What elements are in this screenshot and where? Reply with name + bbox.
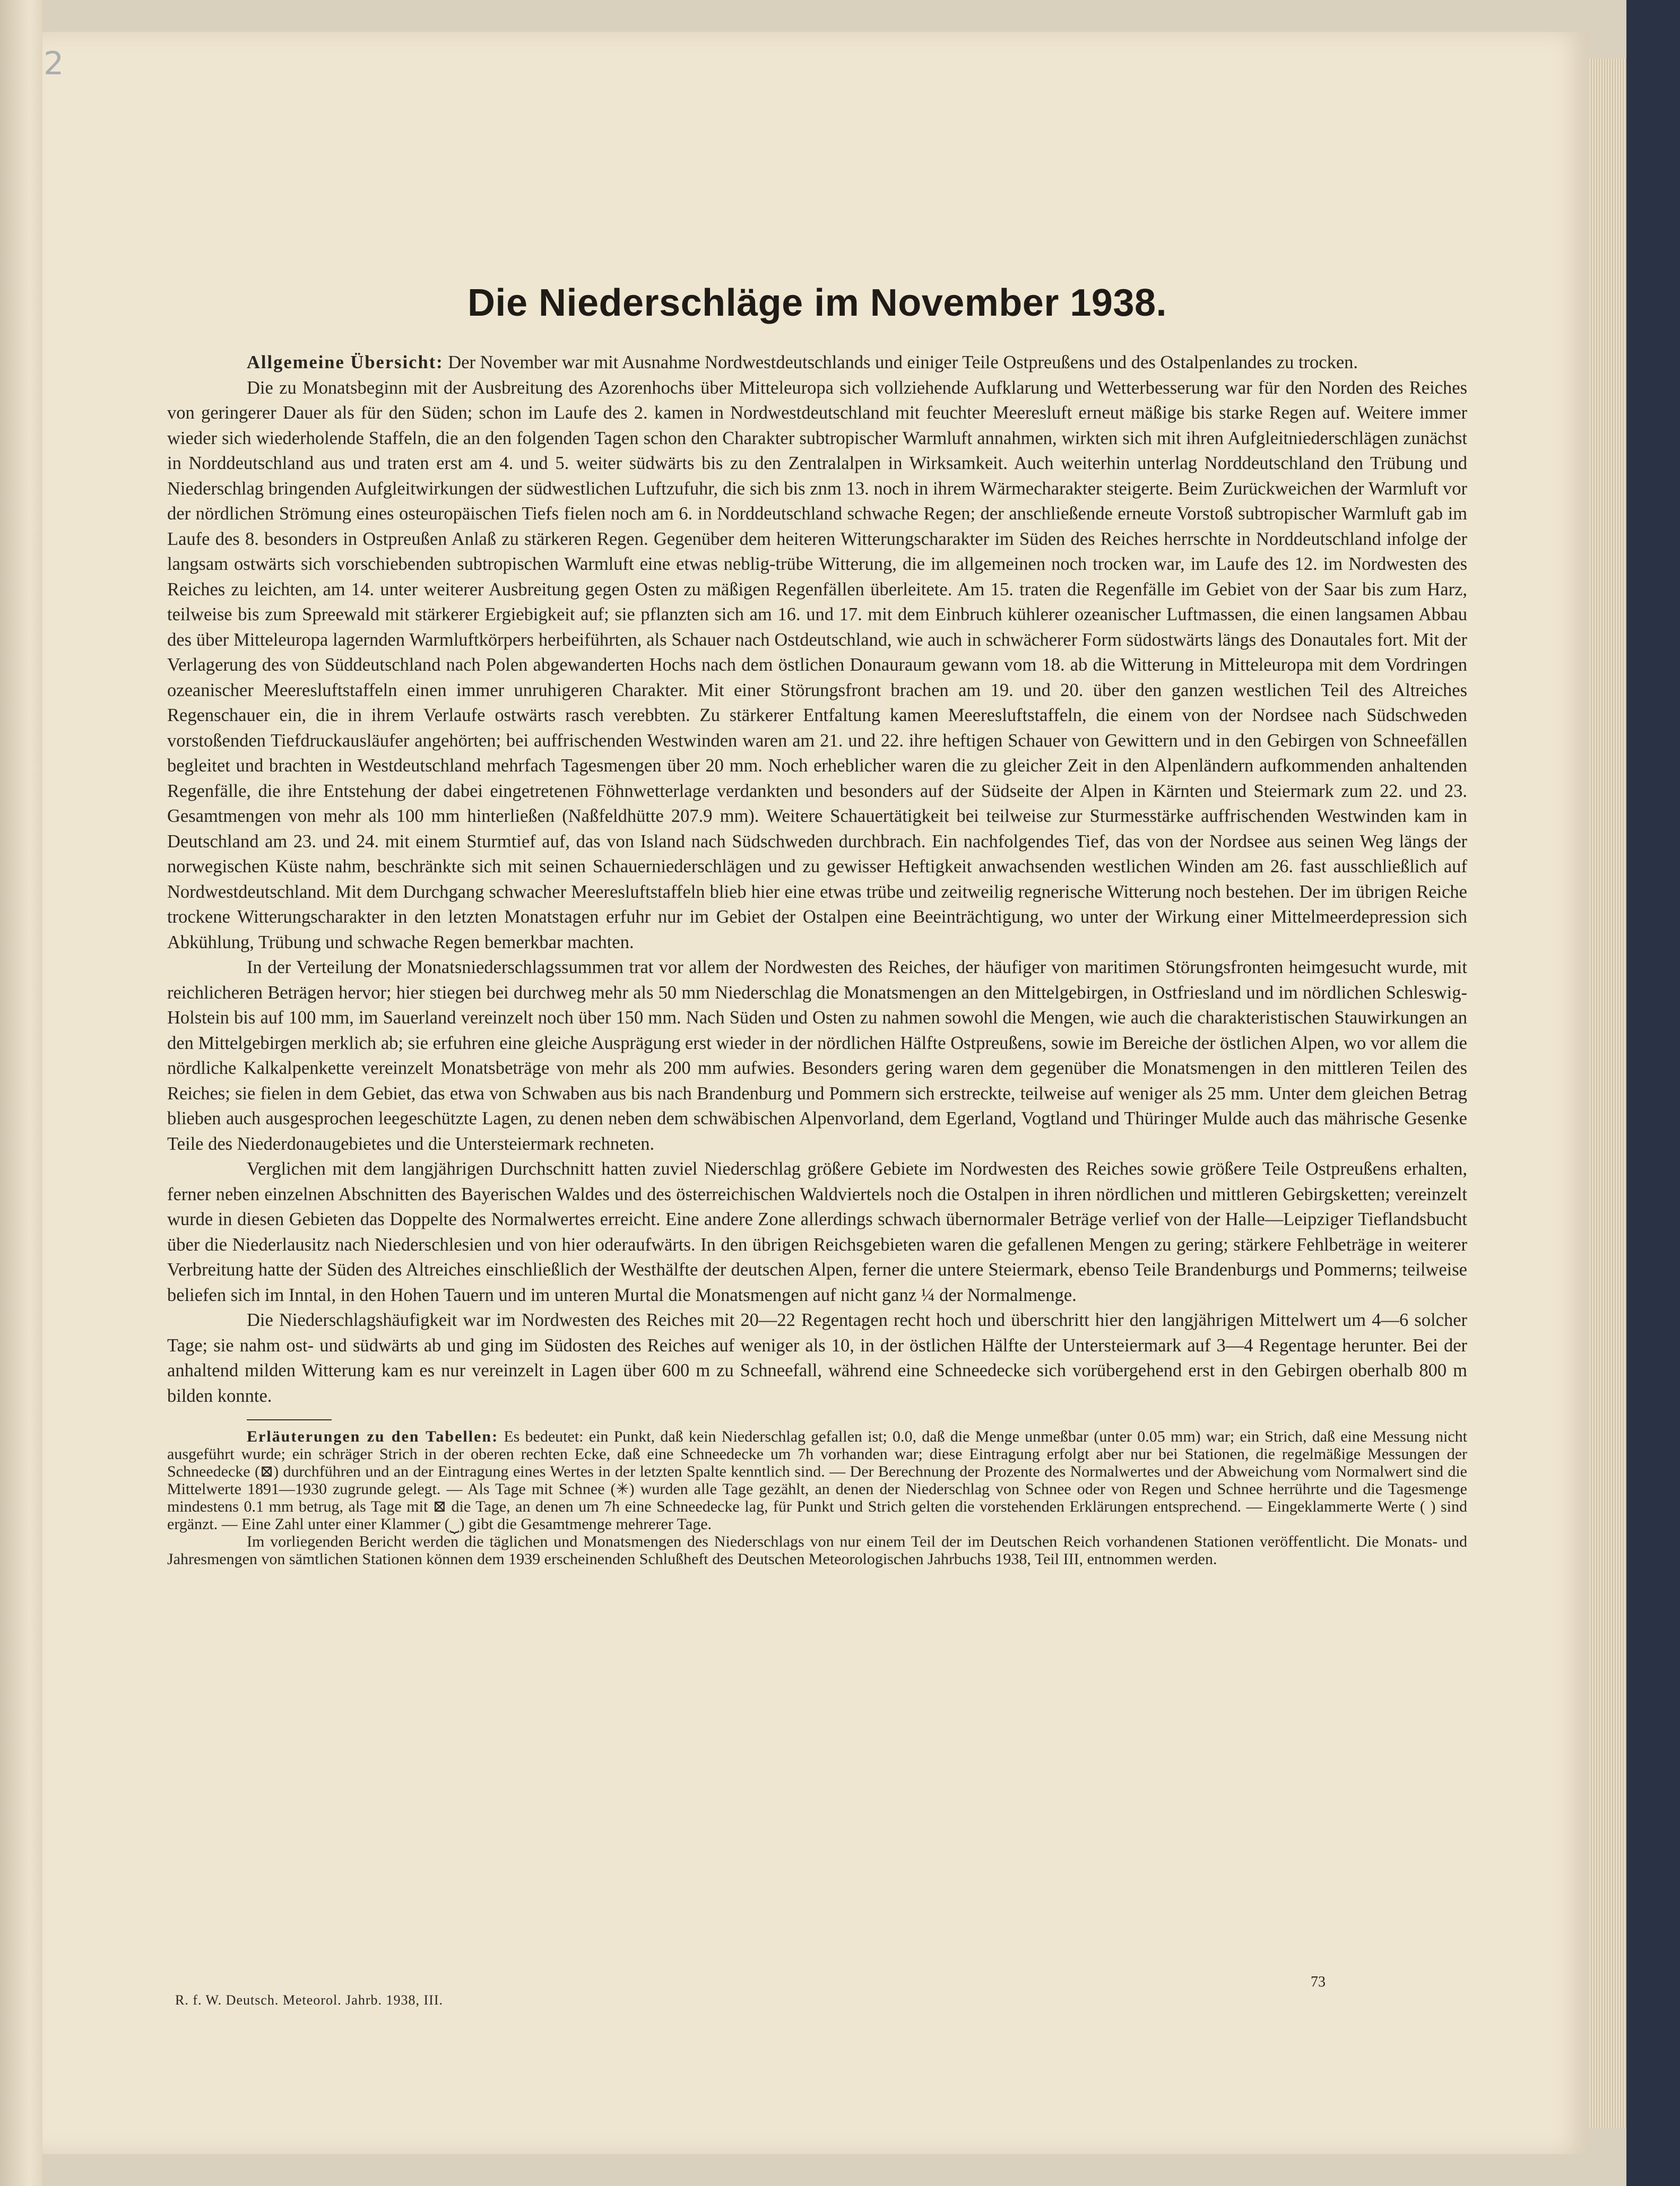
paragraph-text: Die Niederschlagshäufigkeit war im Nordwesten des Reiches mit 20—22 Regentagen recht hoch und überschritt hier den langjährigen Mittelwert um 4—6 solcher Tage; sie nahm ost- und südwärts ab und ging im Südosten des Reiches auf weniger als 10, in der östlichen Hälfte der Untersteiermark auf 3—4 Regentage herunter. Bei der anhaltend milden Witterung kam es nur vereinzelt in Lagen über 600 m zu Schneefall, während eine Schneedecke sich vorübergehend erst in den Gebirgen oberhalb 800 m bilden konnte. [167,1310,1467,1406]
divider [247,1419,332,1420]
note-text: Es bedeutet: ein Punkt, daß kein Niederschlag gefallen ist; 0.0, daß die Menge unmeßbar (unter 0.05 mm) war; ein Strich, daß eine Messung nicht ausgeführt wurde; ein schräger Strich in der oberen rechten Ecke, daß eine Schneedecke um 7h vorhanden war; diese Eintragung erfolgt aber nur bei Stationen, die regelmäßige Messungen der Schneedecke (⊠) durchführen und an der Eintragung eines Wertes in der letzten Spalte kenntlich sind. — Der Berechnung der Prozente des Normalwertes und der Abweichung vom Normalwert sind die Mittelwerte 1891—1930 zugrunde gelegt. — Als Tage mit Schnee (✳) wurden alle Tage gezählt, an denen der Niederschlag von Schnee oder von Regen und Schnee herrührte und die Tagesmenge mindestens 0.1 mm betrug, als Tage mit ⊠ die Tage, an denen um 7h eine Schneedecke lag, für Punkt und Strich gelten die vorstehenden Erklärungen entsprechend. — Eingeklammerte Werte ( ) sind ergänzt. — Eine Zahl unter einer Klammer (⏟) gibt die Gesamtmenge mehrerer Tage. [167,1428,1467,1533]
paragraph [167,1308,1467,1409]
note-paragraph [167,1533,1467,1568]
paragraph [167,955,1467,1157]
paragraph-text: In der Verteilung der Monatsniederschlagssummen trat vor allem der Nordwesten des Reiches, der häufiger von maritimen Störungsfronten heimgesucht wurde, mit reichlicheren Beträgen hervor; hier stiegen bei durchweg mehr als 50 mm Niederschlag die Monatsmengen an den Mittelgebirgen, in Ostfriesland und im nördlichen Schleswig-Holstein bis auf 100 mm, im Sauerland vereinzelt noch über 150 mm. Nach Süden und Osten zu nahmen sowohl die Mengen, wie auch die charakteristischen Stauwirkungen an den Mittelgebirgen merklich ab; sie erfuhren eine gleiche Ausprägung erst wieder in der nördlichen Hälfte Ostpreußens, sowie im Bereiche der östlichen Alpen, wo vor allem die nördliche Kalkalpenkette vereinzelt Monatsbeträge von mehr als 200 mm aufwies. Besonders gering waren dem gegenüber die Monatsmengen in den mittleren Teilen des Reiches; sie fielen in dem Gebiet, das etwa von Schwaben aus bis nach Brandenburg und Pommern sich erstreckte, teilweise auf weniger als 25 mm. Unter dem gleichen Betrag blieben auch ausgesprochen leegeschützte Lagen, zu denen neben dem schwäbischen Alpenvorland, dem Egerland, Vogtland und Thüringer Mulde auch das mährische Gesenke Teile des Niederdonaugebietes und die Untersteiermark rechneten. [167,957,1467,1154]
paragraph [167,1157,1467,1308]
book-gutter [0,0,42,2186]
paragraph-lead: Allgemeine Übersicht: [247,352,444,372]
page-edges [1589,58,1626,2128]
page-number: 73 [1311,1974,1326,1990]
paragraph-text: Verglichen mit dem langjährigen Durchschnitt hatten zuviel Niederschlag größere Gebiete im Nordwesten des Reiches sowie größere Teile Ostpreußens erhalten, ferner neben einzelnen Abschnitten des Bayerischen Waldes und des österreichischen Waldviertels noch die Ostalpen in ihren nördlichen und mittleren Gebirgsketten; vereinzelt wurde in diesen Gebieten das Doppelte des Normalwertes erreicht. Eine andere Zone allerdings schwach übernormaler Beträge verlief von der Halle—Leipziger Tieflandsbucht über die Niederlausitz nach Niederschlesien und von hier oderaufwärts. In den übrigen Reichsgebieten waren die gefallenen Mengen zu gering; stärkere Fehlbeträge in weiterer Verbreitung hatte der Süden des Altreiches einschließlich der Westhälfte der deutschen Alpen, ferner die untere Steiermark, ebenso Teile Brandenburgs und Pommerns; teilweise beliefen sich im Inntal, in den Hohen Tauern und im unteren Murtal die Monatsmengen auf nicht ganz ¼ der Normalmenge. [167,1159,1467,1305]
paragraph [167,350,1467,376]
note-paragraph [167,1428,1467,1533]
table-notes [167,1428,1467,1568]
body-text [167,350,1467,1409]
margin-mark: 2 [44,45,64,82]
paragraph-text: Der November war mit Ausnahme Nordwestdeutschlands und einiger Teile Ostpreußens und des Ostalpenlandes zu trocken. [443,352,1358,372]
paragraph-text: Die zu Monatsbeginn mit der Ausbreitung des Azorenhochs über Mitteleuropa sich vollziehende Aufklarung und Wetterbesserung war für den Norden des Reiches von geringerer Dauer als für den Süden; schon im Laufe des 2. kamen in Nordwestdeutschland mit feuchter Meeresluft erneut mäßige bis starke Regen auf. Weitere immer wieder sich wiederholende Staffeln, die an den folgenden Tagen schon den Charakter subtropischer Warmluft annahmen, wirkten sich mit ihren Aufgleitniederschlägen zunächst in Norddeutschland aus und traten erst am 4. und 5. weiter südwärts bis zu den Zentralalpen in Wirksamkeit. Auch weiterhin unterlag Norddeutschland den Trübung und Niederschlag bringenden Aufgleitwirkungen der südwestlichen Luftzufuhr, die sich bis znm 13. noch in ihrem Wärmecharakter steigerte. Beim Zurückweichen der Warmluft vor der nördlichen Strömung eines osteuropäischen Tiefs fielen noch am 6. in Norddeutschland schwache Regen; der anschließende erneute Vorstoß subtropischer Warmluft gab im Laufe des 8. besonders in Ostpreußen Anlaß zu stärkeren Regen. Gegenüber dem heiteren Witterungscharakter im Süden des Reiches herrschte in Norddeutschland infolge der langsam ostwärts sich vorschiebenden subtropischen Warmluft eine etwas neblig-trübe Witterung, die im allgemeinen noch trocken war, im Laufe des 12. im Nordwesten des Reiches zu leichten, am 14. unter weiterer Ausbreitung gegen Osten zu mäßigen Regenfällen überleitete. Am 15. traten die Regenfälle im Gebiet von der Saar bis zum Harz, teilweise bis zum Spreewald mit stärkerer Ergiebigkeit auf; sie pflanzten sich am 16. und 17. mit dem Einbruch kühlerer ozeanischer Luftmassen, die einen langsamen Abbau des über Mitteleuropa lagernden Warmluftkörpers herbeiführten, als Schauer nach Ostdeutschland, wie auch in schwächerer Form südostwärts längs des Donautales fort. Mit der Verlagerung des von Süddeutschland nach Polen abgewanderten Hochs nach dem östlichen Donauraum gewann vom 18. ab die Witterung in Mitteleuropa mit dem Vordringen ozeanischer Meeresluftstaffeln einen immer unruhigeren Charakter. Mit einer Störungsfront brachen am 19. und 20. über den ganzen westlichen Teil des Altreiches Regenschauer ein, die in ihrem Verlaufe ostwärts rasch verebbten. Zu stärkerer Entfaltung kamen Meeresluftstaffeln, die einem von der Nordsee nach Südschweden vorstoßenden Tiefdruckausläufer angehörten; bei auffrischenden Westwinden waren am 21. und 22. ihre heftigen Schauer von Gewittern und in den Gebirgen von Schneefällen begleitet und brachten in Westdeutschland mehrfach Tagesmengen über 20 mm. Noch erheblicher waren die zu gleicher Zeit in den Alpenländern aufkommenden anhaltenden Regenfälle, die ihre Entstehung der dabei eingetretenen Föhnwetterlage verdankten und besonders auf der Südseite der Alpen in Kärnten und Steiermark zum 22. und 23. Gesamtmengen von mehr als 100 mm hinterließen (Naßfeldhütte 207.9 mm). Weitere Schauertätigkeit bei teilweise zur Sturmesstärke auffrischenden Westwinden kam in Deutschland am 23. und 24. mit einem Sturmtief auf, das von Island nach Südschweden durchbrach. Ein nachfolgendes Tief, das von der Nordsee aus seinen Weg längs der norwegischen Küste nahm, beschränkte sich mit seinen Schauerniederschlägen und zu gewisser Heftigkeit anwachsenden westlichen Winden am 26. fast ausschließlich auf Nordwestdeutschland. Mit dem Durchgang schwacher Meeresluftstaffeln blieb hier eine etwas trübe und zeitweilig regnerische Witterung noch bestehen. Der im übrigen Reiche trockene Witterungscharakter in den letzten Monatstagen erfuhr nur im Gebiet der Ostalpen eine Beeinträchtigung, wo unter der Wirkung einer Mittelmeerdepression sich Abkühlung, Trübung und schwache Regen bemerkbar machten. [167,377,1467,952]
article [167,281,1467,1568]
note-text: Im vorliegenden Bericht werden die täglichen und Monatsmengen des Niederschlags von nur einem Teil der im Deutschen Reich vorhandenen Stationen veröffentlicht. Die Monats- und Jahresmengen von sämtlichen Stationen können dem 1939 erscheinenden Schlußheft des Deutschen Meteorologischen Jahrbuchs 1938, Teil III, entnommen werden. [167,1533,1467,1568]
book-cover [1626,0,1680,2186]
note-lead: Erläuterungen zu den Tabellen: [247,1428,499,1445]
paragraph [167,376,1467,956]
page-title: Die Niederschläge im November 1938. [467,282,1167,324]
footer-citation: R. f. W. Deutsch. Meteorol. Jahrb. 1938, III. [175,1992,443,2008]
